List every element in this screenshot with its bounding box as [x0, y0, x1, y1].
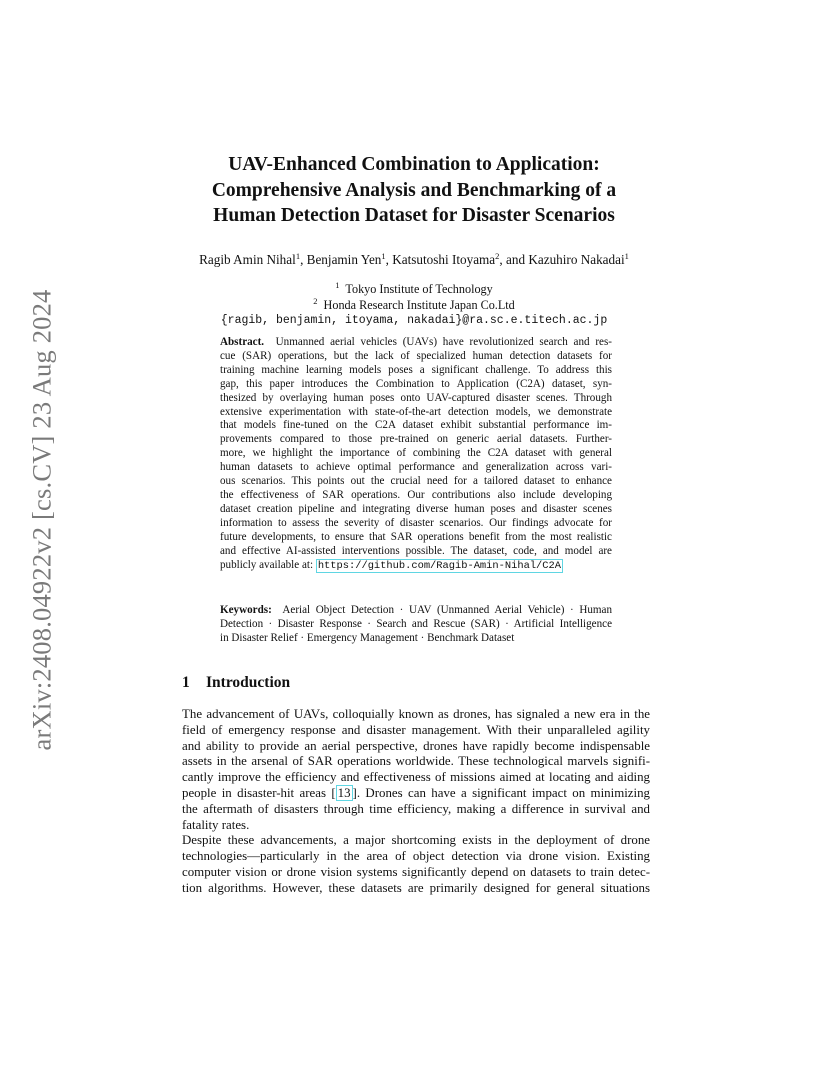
keywords-line	[220, 603, 612, 617]
body-line: tion algorithms. However, these datasets are primarily designed for general situations	[182, 880, 650, 895]
arxiv-side-stamp	[24, 282, 60, 758]
keywords	[220, 603, 612, 645]
title-line: Comprehensive Analysis and Benchmarking of a	[211, 179, 617, 201]
section-title: Introduction	[206, 674, 291, 691]
abstract-line: dataset creation pipeline and integrating diverse human poses and disaster scenes	[220, 502, 612, 515]
abstract-label: Abstract.	[220, 336, 265, 348]
author-name: Katsutoshi Itoyama	[392, 252, 496, 267]
author-separator: ,	[385, 252, 393, 267]
author-name: Kazuhiro Nakadai	[528, 252, 625, 267]
affiliation-line	[150, 282, 678, 298]
abstract-line: provements compared to those pre-trained on generic aerial datasets. Further-	[220, 433, 612, 446]
abstract-line: human datasets to achieve optimal performance and generalization across vari-	[220, 461, 612, 474]
affiliation-line	[150, 295, 678, 314]
body-line: technologies—particularly in the area of object detection via drone vision. Existing	[182, 849, 650, 864]
paper-title	[150, 152, 678, 229]
abstract-line: the effectiveness of SAR operations. Our contributions also include developing	[220, 488, 612, 501]
body-line: field of emergency response and disaster management. With their unparalleled agility	[182, 722, 650, 737]
author-affiliation-mark: 1	[295, 251, 301, 261]
abstract-line: that models fine-tuned on the C2A dataset exhibit substantial performance im-	[220, 419, 612, 432]
abstract-line: and effective AI-assisted interventions possible. The dataset, code, and model are	[220, 544, 612, 557]
section-heading	[182, 674, 290, 692]
author-name: Ragib Amin Nihal	[199, 252, 296, 267]
abstract-line	[220, 336, 612, 350]
abstract-line: extensive experimentation with state-of-the-art detection models, we demonstrate	[220, 405, 612, 418]
body-line: and ability to provide an aerial perspective, drones have rapidly become indispensable	[182, 738, 650, 753]
keywords-line: Detection · Disaster Response · Search and Rescue (SAR) · Artificial Intelligence	[220, 618, 612, 630]
author-affiliation-mark: 2	[495, 251, 500, 261]
affiliation-name: Honda Research Institute Japan Co.Ltd	[323, 297, 515, 312]
author-affiliation-mark: 1	[381, 251, 386, 261]
affiliations	[150, 282, 678, 329]
abstract-line	[220, 559, 612, 574]
abstract-line: ous scenarios. This points out the crucial need for a tailored dataset to enhance	[220, 475, 612, 488]
introduction-body	[182, 707, 650, 897]
keywords-line: in Disaster Relief · Emergency Management · Benchmark Dataset	[220, 632, 515, 644]
abstract-line: information to assess the severity of disaster scenarios. Our findings advocate for	[220, 516, 612, 529]
abstract	[220, 336, 612, 573]
affiliation-mark: 2	[313, 295, 318, 306]
affiliation-name: Tokyo Institute of Technology	[345, 282, 493, 296]
body-line: the aftermath of disasters through time efficiency, making a difference in survival and	[182, 801, 650, 816]
abstract-line: gap, this paper introduces the Combination to Application (C2A) dataset, syn-	[220, 377, 612, 390]
body-line: computer vision or drone vision systems significantly depend on datasets to train detec-	[182, 864, 650, 879]
citation-link[interactable]: 13	[337, 785, 351, 800]
abstract-line: training machine learning models poses a significant challenge. To address this	[220, 363, 612, 376]
section-number: 1	[182, 674, 190, 691]
body-line: assets in the arsenal of SAR operations worldwide. These technological marvels signifi-	[182, 754, 650, 769]
abstract-line: thesized by overlaying human poses onto UAV-captured disaster scenes. Through	[220, 391, 612, 404]
body-line	[182, 786, 650, 802]
body-line: Despite these advancements, a major shortcoming exists in the deployment of drone	[182, 833, 650, 848]
body-line: fatality rates.	[182, 817, 250, 832]
author-name: Benjamin Yen	[306, 252, 382, 267]
abstract-line: cue (SAR) operations, but the lack of specialized human detection datasets for	[220, 349, 612, 362]
author-emails: {ragib, benjamin, itoyama, nakadai}@ra.sc.e.titech.ac.jp	[220, 314, 608, 327]
affiliation-mark: 1	[335, 280, 340, 290]
keywords-text: Aerial Object Detection · UAV (Unmanned Aerial Vehicle) · Human	[282, 604, 613, 616]
body-text-segment: ]. Drones can have a significant impact on minimizing	[352, 785, 650, 800]
title-line: Human Detection Dataset for Disaster Scenarios	[213, 205, 615, 226]
title-line: UAV-Enhanced Combination to Application:	[228, 154, 600, 175]
arxiv-identifier: arXiv:2408.04922v2 [cs.CV] 23 Aug 2024	[26, 289, 57, 751]
body-line: The advancement of UAVs, colloquially known as drones, has signaled a new era in the	[182, 707, 650, 721]
body-text-segment: people in disaster-hit areas [	[182, 785, 336, 800]
abstract-text: publicly available at:	[220, 558, 314, 571]
abstract-line: future developments, to ensure that SAR operations benefit from the most realistic	[220, 530, 612, 543]
body-line: cantly improve the efficiency and effectiveness of missions aimed at locating and aiding	[182, 770, 650, 785]
keywords-label: Keywords:	[220, 604, 272, 616]
abstract-line: more, we highlight the importance of combining the C2A dataset with general	[220, 447, 612, 460]
github-repo-link[interactable]: https://github.com/Ragib-Amin-Nihal/C2A	[317, 559, 561, 572]
abstract-text: Unmanned aerial vehicles (UAVs) have revolutionized search and res-	[275, 336, 612, 348]
author-list	[150, 252, 678, 268]
author-affiliation-mark: 1	[624, 251, 629, 261]
author-separator: , and	[499, 252, 529, 267]
author-separator: ,	[300, 252, 307, 267]
